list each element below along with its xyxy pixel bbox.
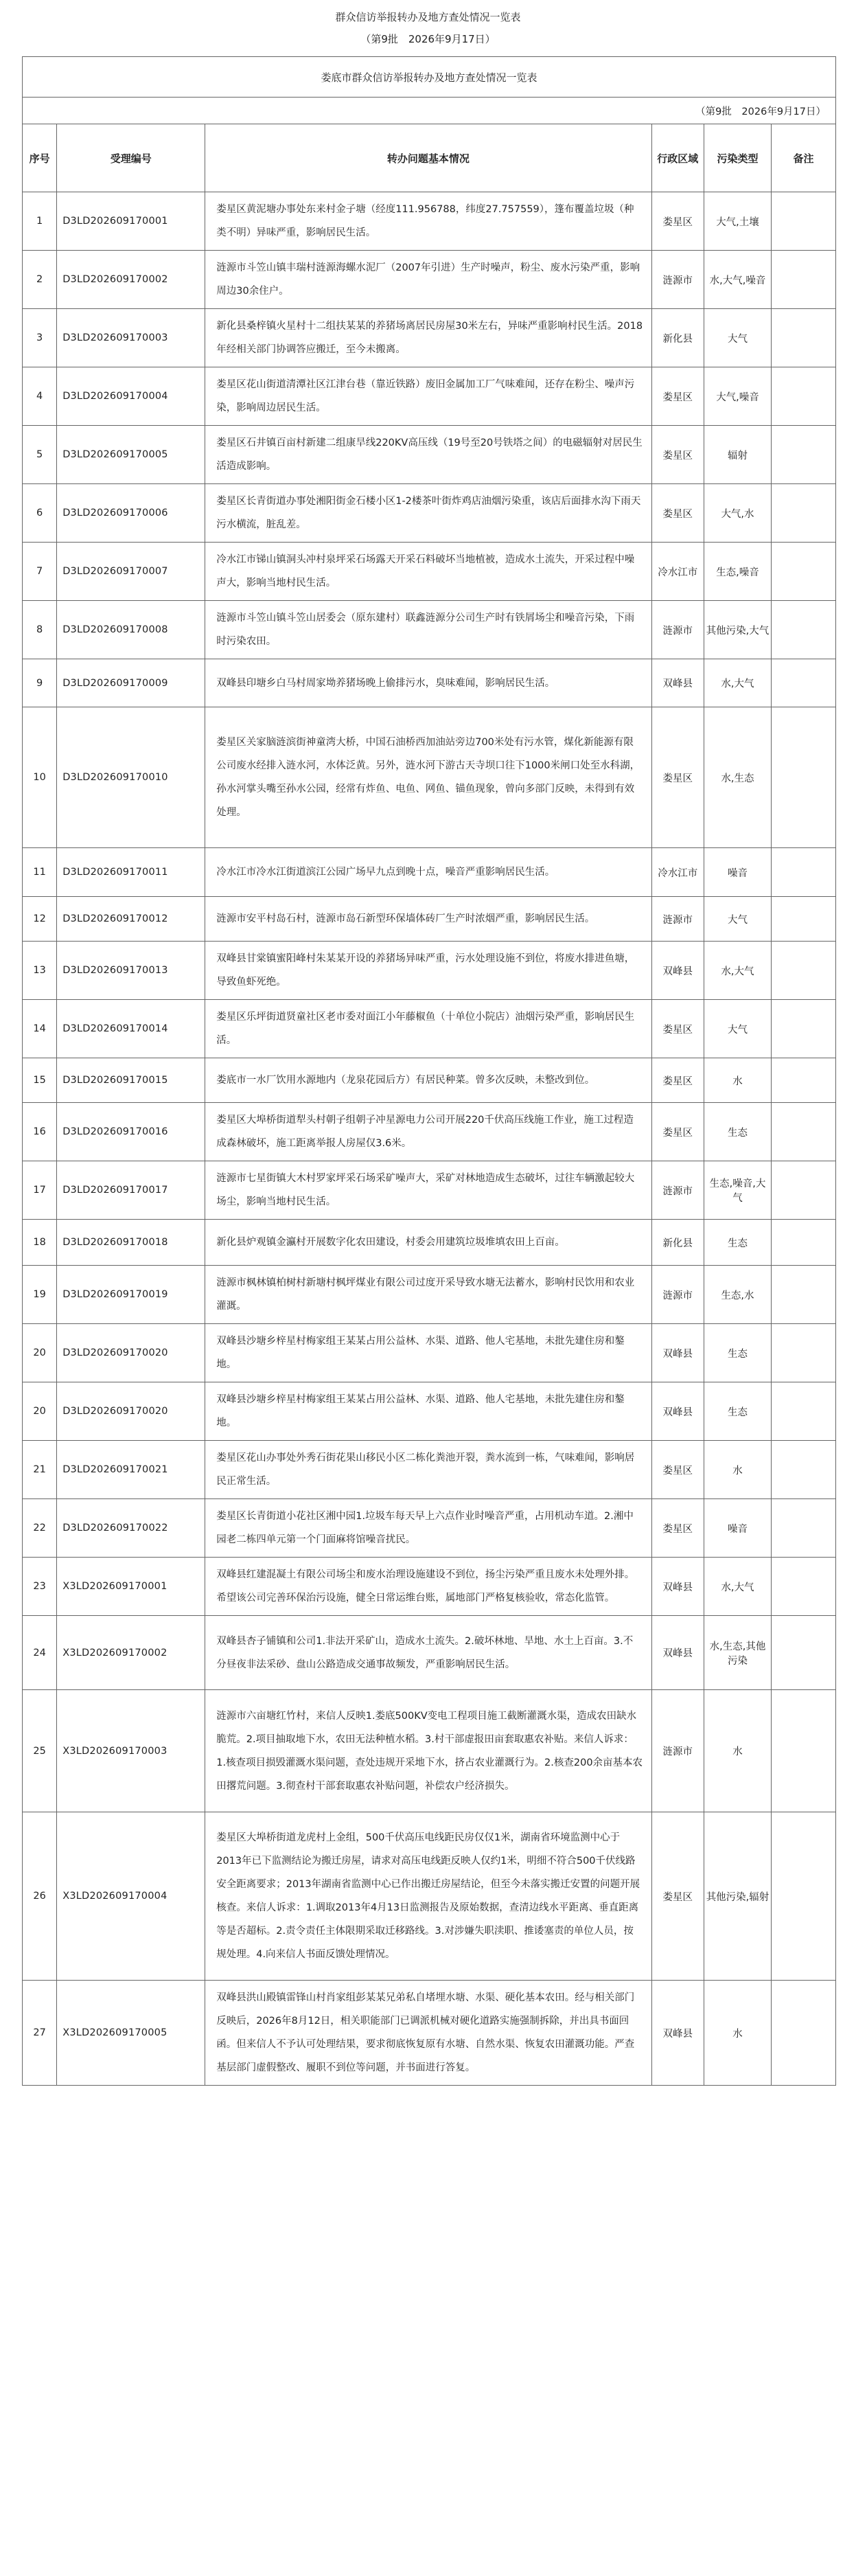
row-code: D3LD202609170009	[57, 659, 205, 707]
table-row	[23, 897, 836, 942]
row-region: 冷水江市	[651, 848, 704, 897]
row-region: 新化县	[651, 1220, 704, 1266]
table-row	[23, 367, 836, 426]
row-note	[772, 659, 836, 707]
row-type: 其他污染,大气	[704, 601, 771, 659]
header-note: 备注	[772, 124, 836, 192]
row-desc: 娄星区石井镇百亩村新建二组康旱线220KV高压线（19号至20号铁塔之间）的电磁辐射对居民生活造成影响。	[205, 426, 651, 484]
row-type: 水,生态,其他污染	[704, 1616, 771, 1690]
row-note	[772, 1058, 836, 1103]
row-type: 生态	[704, 1382, 771, 1441]
row-note	[772, 1690, 836, 1812]
row-note	[772, 309, 836, 367]
table-row	[23, 426, 836, 484]
row-code: D3LD202609170016	[57, 1103, 205, 1161]
row-num: 27	[23, 1981, 57, 2086]
row-num: 6	[23, 484, 57, 543]
row-note	[772, 192, 836, 251]
row-type: 水,生态	[704, 707, 771, 848]
row-region: 双峰县	[651, 1324, 704, 1382]
row-type: 大气,水	[704, 484, 771, 543]
row-num: 18	[23, 1220, 57, 1266]
row-desc: 涟源市斗笠山镇丰瑞村涟源海螺水泥厂（2007年引进）生产时噪声，粉尘、废水污染严重，影响周边30余住户。	[205, 251, 651, 309]
row-type: 水,大气	[704, 1558, 771, 1616]
row-note	[772, 426, 836, 484]
row-note	[772, 1000, 836, 1058]
table-row	[23, 309, 836, 367]
row-region: 娄星区	[651, 1000, 704, 1058]
row-type: 生态	[704, 1324, 771, 1382]
row-type: 生态	[704, 1103, 771, 1161]
table-row	[23, 1812, 836, 1981]
row-num: 22	[23, 1499, 57, 1558]
table-row	[23, 1981, 836, 2086]
table-row	[23, 1266, 836, 1324]
row-num: 20	[23, 1382, 57, 1441]
row-note	[772, 1161, 836, 1220]
row-region: 涟源市	[651, 1161, 704, 1220]
row-region: 涟源市	[651, 601, 704, 659]
row-note	[772, 848, 836, 897]
row-type: 辐射	[704, 426, 771, 484]
row-num: 16	[23, 1103, 57, 1161]
row-type: 水,大气	[704, 942, 771, 1000]
row-type: 水	[704, 1690, 771, 1812]
row-desc: 双峰县洪山殿镇雷锋山村肖家组彭某某兄弟私自堵埋水塘、水渠、硬化基本农田。经与相关部门反映后，2026年8月12日，相关职能部门已调派机械对硬化道路实施强制拆除，并出具书面回函。但来信人不予认可处理结果，要求彻底恢复原有水塘、自然水渠、恢复农田灌溉功能。严查基层部门虚假整改、履职不到位等问题，并书面进行答复。	[205, 1981, 651, 2086]
row-desc: 娄星区黄泥塘办事处东来村金子塘（经度111.956788，纬度27.757559），篷布覆盖垃圾（种类不明）异味严重，影响居民生活。	[205, 192, 651, 251]
row-code: X3LD202609170003	[57, 1690, 205, 1812]
row-num: 3	[23, 309, 57, 367]
row-code: D3LD202609170020	[57, 1324, 205, 1382]
row-note	[772, 1324, 836, 1382]
table-row	[23, 192, 836, 251]
row-desc: 娄星区关家脑涟滨街神童湾大桥，中国石油桥西加油站旁边700米处有污水管，煤化新能源有限公司废水经排入涟水河，水体泛黄。另外，涟水河下游古天寺坝口往下1000米闸口处至水科湖，孙水河掌头嘴至孙水公园，经常有炸鱼、电鱼、网鱼、锚鱼现象，曾向多部门反映，未得到有效处理。	[205, 707, 651, 848]
table-row	[23, 707, 836, 848]
row-desc: 双峰县甘棠镇蜜阳峰村朱某某开设的养猪场异味严重，污水处理设施不到位，将废水排进鱼塘，导致鱼虾死绝。	[205, 942, 651, 1000]
row-type: 水	[704, 1441, 771, 1499]
row-desc: 涟源市七星街镇大木村罗家坪采石场采矿噪声大，采矿对林地造成生态破坏，过往车辆激起较大场尘，影响当地村民生活。	[205, 1161, 651, 1220]
row-desc: 娄星区长青街道小花社区湘中园1.垃圾车每天早上六点作业时噪音严重，占用机动车道。2.湘中园老二栋四单元第一个门面麻将馆噪音扰民。	[205, 1499, 651, 1558]
row-type: 生态,水	[704, 1266, 771, 1324]
row-code: D3LD202609170012	[57, 897, 205, 942]
row-type: 生态,噪音	[704, 543, 771, 601]
table-row	[23, 543, 836, 601]
row-desc: 娄星区花山办事处外秀石街花果山移民小区二栋化粪池开裂，粪水流到一栋，气味难闻，影响居民正常生活。	[205, 1441, 651, 1499]
row-code: D3LD202609170021	[57, 1441, 205, 1499]
row-desc: 娄星区长青街道办事处湘阳街金石楼小区1-2楼茶叶街炸鸡店油烟污染重，该店后面排水沟下雨天污水横流，脏乱差。	[205, 484, 651, 543]
table-row	[23, 251, 836, 309]
row-note	[772, 897, 836, 942]
page-title: 群众信访举报转办及地方查处情况一览表	[335, 11, 521, 23]
row-num: 17	[23, 1161, 57, 1220]
row-code: D3LD202609170011	[57, 848, 205, 897]
row-num: 4	[23, 367, 57, 426]
row-region: 娄星区	[651, 1441, 704, 1499]
header-desc: 转办问题基本情况	[205, 124, 651, 192]
table-row	[23, 1220, 836, 1266]
row-code: D3LD202609170020	[57, 1382, 205, 1441]
row-desc: 冷水江市锑山镇洞头冲村泉坪采石场露天开采石料破坏当地植被，造成水土流失，开采过程中噪声大，影响当地村民生活。	[205, 543, 651, 601]
row-region: 娄星区	[651, 1499, 704, 1558]
row-num: 20	[23, 1324, 57, 1382]
row-region: 娄星区	[651, 1058, 704, 1103]
table-row	[23, 1499, 836, 1558]
row-num: 19	[23, 1266, 57, 1324]
row-region: 涟源市	[651, 1690, 704, 1812]
row-code: D3LD202609170004	[57, 367, 205, 426]
row-num: 9	[23, 659, 57, 707]
row-code: D3LD202609170007	[57, 543, 205, 601]
row-region: 娄星区	[651, 1812, 704, 1981]
row-num: 7	[23, 543, 57, 601]
table-row	[23, 1000, 836, 1058]
row-note	[772, 1499, 836, 1558]
row-num: 14	[23, 1000, 57, 1058]
row-code: D3LD202609170002	[57, 251, 205, 309]
row-region: 娄星区	[651, 484, 704, 543]
row-desc: 娄星区乐坪街道贤童社区老市委对面江小年藤椒鱼（十单位小院店）油烟污染严重，影响居民生活。	[205, 1000, 651, 1058]
row-num: 24	[23, 1616, 57, 1690]
row-type: 其他污染,辐射	[704, 1812, 771, 1981]
row-region: 双峰县	[651, 1616, 704, 1690]
table-row	[23, 1103, 836, 1161]
row-region: 双峰县	[651, 1382, 704, 1441]
table-row	[23, 1441, 836, 1499]
table-row	[23, 484, 836, 543]
row-desc: 娄星区花山街道清潭社区江津台巷（靠近铁路）废旧金属加工厂气味难闻，还存在粉尘、噪声污染，影响周边居民生活。	[205, 367, 651, 426]
header-region: 行政区域	[651, 124, 704, 192]
row-note	[772, 1981, 836, 2086]
row-region: 双峰县	[651, 659, 704, 707]
row-num: 12	[23, 897, 57, 942]
row-note	[772, 707, 836, 848]
table-row	[23, 1161, 836, 1220]
row-num: 15	[23, 1058, 57, 1103]
row-type: 水,大气	[704, 659, 771, 707]
row-code: D3LD202609170005	[57, 426, 205, 484]
table-row	[23, 1558, 836, 1616]
row-desc: 新化县炉观镇金瀛村开展数字化农田建设，村委会用建筑垃圾堆填农田上百亩。	[205, 1220, 651, 1266]
row-type: 大气,噪音	[704, 367, 771, 426]
row-code: D3LD202609170006	[57, 484, 205, 543]
row-code: D3LD202609170017	[57, 1161, 205, 1220]
row-note	[772, 367, 836, 426]
row-code: D3LD202609170015	[57, 1058, 205, 1103]
row-type: 大气,土壤	[704, 192, 771, 251]
table-row	[23, 1616, 836, 1690]
row-code: X3LD202609170001	[57, 1558, 205, 1616]
row-num: 8	[23, 601, 57, 659]
row-type: 噪音	[704, 1499, 771, 1558]
row-num: 21	[23, 1441, 57, 1499]
row-code: X3LD202609170002	[57, 1616, 205, 1690]
row-region: 娄星区	[651, 426, 704, 484]
row-desc: 涟源市枫林镇柏树村新塘村枫坪煤业有限公司过度开采导致水塘无法蓄水，影响村民饮用和农业灌溉。	[205, 1266, 651, 1324]
row-note	[772, 601, 836, 659]
row-desc: 娄星区大埠桥街道龙虎村上金组，500千伏高压电线距民房仅仅1米，湖南省环境监测中心于2013年已下监测结论为搬迁房屋，请求对高压电线距反映人仅约1米，明细不符合500千伏线路安全距离要求；2013年湖南省监测中心已作出搬迁房屋结论，但至今未落实搬迁安置的问题开展核查。来信人诉求：1.调取2013年4月13日监测报告及原始数据，查清边线水平距离、垂直距离等是否超标。2.责令责任主体限期采取迁移路线。3.对涉嫌失职渎职、推诿塞责的单位人员，按规处理。4.向来信人书面反馈处理情况。	[205, 1812, 651, 1981]
row-region: 娄星区	[651, 192, 704, 251]
row-code: D3LD202609170013	[57, 942, 205, 1000]
row-note	[772, 1558, 836, 1616]
row-note	[772, 543, 836, 601]
row-num: 11	[23, 848, 57, 897]
row-type: 大气	[704, 897, 771, 942]
table-row	[23, 1690, 836, 1812]
table-row	[23, 848, 836, 897]
row-desc: 双峰县印塘乡白马村周家坳养猪场晚上偷排污水，臭味难闻，影响居民生活。	[205, 659, 651, 707]
row-region: 双峰县	[651, 1981, 704, 2086]
row-type: 水	[704, 1058, 771, 1103]
row-note	[772, 1616, 836, 1690]
row-code: D3LD202609170019	[57, 1266, 205, 1324]
row-region: 娄星区	[651, 367, 704, 426]
table-row	[23, 942, 836, 1000]
row-type: 水	[704, 1981, 771, 2086]
row-desc: 双峰县沙塘乡梓星村梅家组王某某占用公益林、水渠、道路、他人宅基地，未批先建住房和鏊地。	[205, 1382, 651, 1441]
row-region: 涟源市	[651, 1266, 704, 1324]
row-note	[772, 1441, 836, 1499]
row-desc: 双峰县沙塘乡梓星村梅家组王某某占用公益林、水渠、道路、他人宅基地，未批先建住房和鏊地。	[205, 1324, 651, 1382]
row-region: 娄星区	[651, 707, 704, 848]
table-row	[23, 601, 836, 659]
table-title: 娄底市群众信访举报转办及地方查处情况一览表	[23, 57, 836, 98]
row-note	[772, 251, 836, 309]
row-desc: 娄底市一水厂饮用水源地内（龙泉花园后方）有居民种菜。曾多次反映，未整改到位。	[205, 1058, 651, 1103]
row-desc: 涟源市六亩塘红竹村，来信人反映1.娄底500KV变电工程项目施工截断灌溉水渠，造成农田缺水脆荒。2.项目抽取地下水，农田无法种植水稻。3.村干部虚报田亩套取惠农补贴。来信人诉求：1.核查项目损毁灌溉水渠问题，查处违规开采地下水，挤占农业灌溉行为。2.核查200余亩基本农田撂荒问题。3.彻查村干部套取惠农补贴问题，补偿农户经济损失。	[205, 1690, 651, 1812]
row-num: 13	[23, 942, 57, 1000]
row-note	[772, 1103, 836, 1161]
row-code: X3LD202609170005	[57, 1981, 205, 2086]
row-num: 26	[23, 1812, 57, 1981]
row-desc: 冷水江市冷水江街道滨江公园广场早九点到晚十点，噪音严重影响居民生活。	[205, 848, 651, 897]
row-note	[772, 1266, 836, 1324]
complaints-table	[22, 56, 836, 2086]
table-body	[23, 192, 836, 2086]
table-row	[23, 659, 836, 707]
row-code: D3LD202609170014	[57, 1000, 205, 1058]
row-code: D3LD202609170010	[57, 707, 205, 848]
row-type: 大气	[704, 1000, 771, 1058]
row-desc: 双峰县杏子铺镇和公司1.非法开采矿山，造成水土流失。2.破坏林地、旱地、水土上百亩。3.不分昼夜非法采砂、盘山公路造成交通事故频发，严重影响居民生活。	[205, 1616, 651, 1690]
row-type: 大气	[704, 309, 771, 367]
row-num: 25	[23, 1690, 57, 1812]
row-region: 涟源市	[651, 897, 704, 942]
row-num: 5	[23, 426, 57, 484]
row-type: 水,大气,噪音	[704, 251, 771, 309]
row-desc: 双峰县红建混凝土有限公司场尘和废水治理设施建设不到位，扬尘污染严重且废水未处理外排。希望该公司完善环保治污设施，健全日常运维台账，属地部门严格复核验收，常态化监管。	[205, 1558, 651, 1616]
row-region: 双峰县	[651, 1558, 704, 1616]
header-num: 序号	[23, 124, 57, 192]
row-region: 涟源市	[651, 251, 704, 309]
page-batch: （第9批 2026年9月17日）	[360, 33, 496, 45]
row-num: 2	[23, 251, 57, 309]
header-type: 污染类型	[704, 124, 771, 192]
row-code: D3LD202609170003	[57, 309, 205, 367]
row-region: 冷水江市	[651, 543, 704, 601]
table-batch: （第9批 2026年9月17日）	[23, 98, 836, 124]
row-region: 双峰县	[651, 942, 704, 1000]
row-num: 23	[23, 1558, 57, 1616]
row-code: X3LD202609170004	[57, 1812, 205, 1981]
row-code: D3LD202609170018	[57, 1220, 205, 1266]
header-code: 受理编号	[57, 124, 205, 192]
row-num: 10	[23, 707, 57, 848]
row-desc: 涟源市斗笠山镇斗笠山居委会（原东建村）联鑫涟源分公司生产时有铁屑场尘和噪音污染，下雨时污染农田。	[205, 601, 651, 659]
row-type: 噪音	[704, 848, 771, 897]
row-num: 1	[23, 192, 57, 251]
row-note	[772, 1382, 836, 1441]
row-note	[772, 484, 836, 543]
row-region: 娄星区	[651, 1103, 704, 1161]
row-code: D3LD202609170008	[57, 601, 205, 659]
row-code: D3LD202609170022	[57, 1499, 205, 1558]
row-code: D3LD202609170001	[57, 192, 205, 251]
row-note	[772, 1812, 836, 1981]
row-desc: 娄星区大埠桥街道犁头村朝子组朝子冲星源电力公司开展220千伏高压线施工作业，施工过程造成森林破坏，施工距离举报人房屋仅3.6米。	[205, 1103, 651, 1161]
row-note	[772, 1220, 836, 1266]
row-region: 新化县	[651, 309, 704, 367]
row-desc: 涟源市安平村岛石村，涟源市岛石新型环保墙体砖厂生产时浓烟严重，影响居民生活。	[205, 897, 651, 942]
table-row	[23, 1058, 836, 1103]
row-note	[772, 942, 836, 1000]
row-type: 生态	[704, 1220, 771, 1266]
row-desc: 新化县桑梓镇火星村十二组扶某某的养猪场离居民房屋30米左右，异味严重影响村民生活。2018年经相关部门协调答应搬迁，至今未搬离。	[205, 309, 651, 367]
table-row	[23, 1324, 836, 1382]
table-row	[23, 1382, 836, 1441]
row-type: 生态,噪音,大气	[704, 1161, 771, 1220]
